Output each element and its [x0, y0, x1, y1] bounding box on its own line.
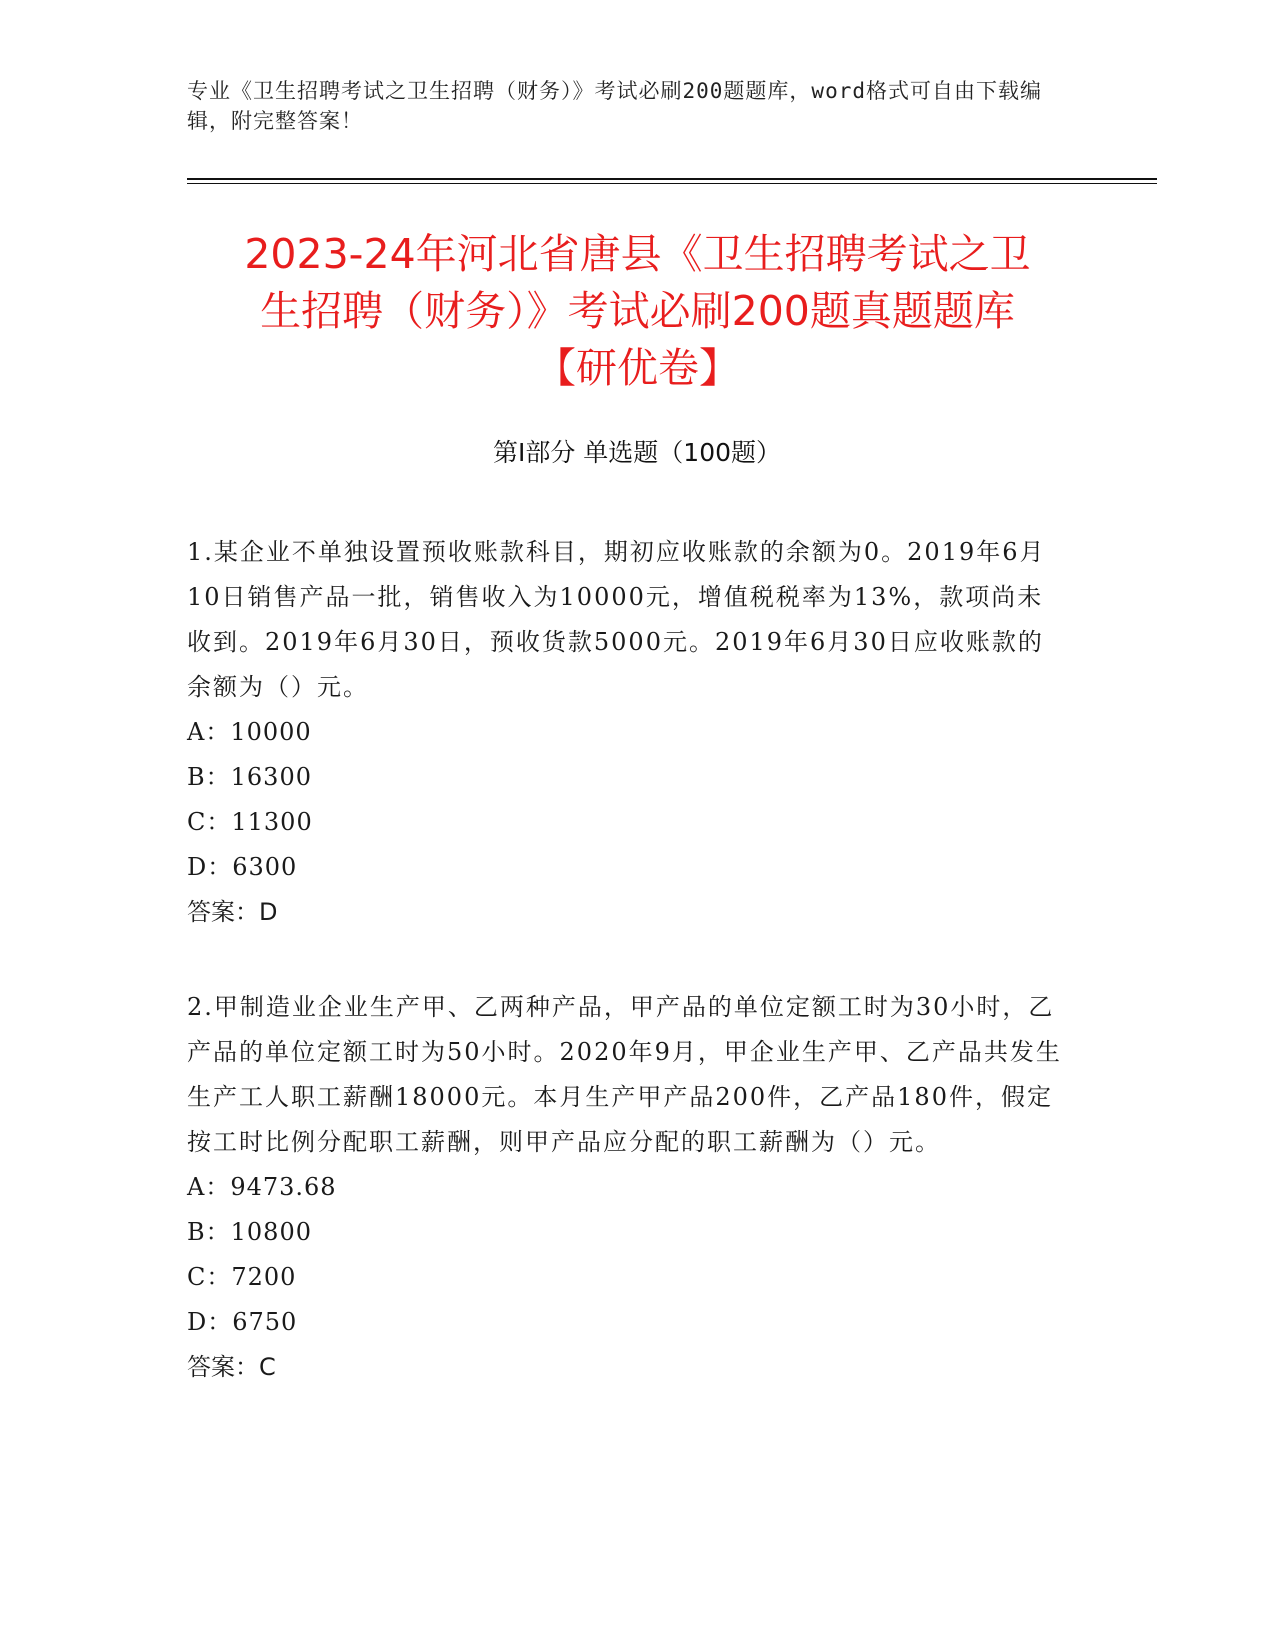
header-divider-thin — [187, 183, 1157, 184]
header-note: 专业《卫生招聘考试之卫生招聘（财务）》考试必刷200题题库，word格式可自由下载编辑，附完整答案！ — [187, 79, 1042, 133]
option-b: B：16300 — [187, 763, 312, 791]
title-line: 生招聘（财务）》考试必刷200题真题题库 — [260, 287, 1015, 335]
section-title: 第I部分 单选题（100题） — [492, 438, 782, 467]
title-line: 【研优卷】 — [535, 344, 740, 392]
answer-text: 答案：D — [187, 898, 278, 926]
option-d: D：6750 — [187, 1308, 298, 1336]
question-block — [187, 530, 1067, 935]
question-stem: 2.甲制造业企业生产甲、乙两种产品，甲产品的单位定额工时为30小时，乙产品的单位定额工时为50小时。2020年9月，甲企业生产甲、乙产品共发生生产工人职工薪酬18000元。本月生产甲产品200件，乙产品180件，假定按工时比例分配职工薪酬，则甲产品应分配的职工薪酬为（）元。 — [187, 993, 1062, 1156]
option-c: C：7200 — [187, 1263, 297, 1291]
option-c: C：11300 — [187, 808, 313, 836]
title-line: 2023-24年河北省唐县《卫生招聘考试之卫 — [244, 230, 1031, 278]
option-a: A：10000 — [187, 718, 312, 746]
document-title — [150, 226, 1125, 397]
option-d: D：6300 — [187, 853, 298, 881]
answer-text: 答案：C — [187, 1353, 276, 1381]
question-stem: 1.某企业不单独设置预收账款科目，期初应收账款的余额为0。2019年6月10日销售产品一批，销售收入为10000元，增值税税率为13%，款项尚未收到。2019年6月30日，预收货款5000元。2019年6月30日应收账款的余额为（）元。 — [187, 538, 1046, 701]
header-divider-thick — [187, 178, 1157, 180]
option-a: A：9473.68 — [187, 1173, 337, 1201]
question-block — [187, 985, 1067, 1390]
option-b: B：10800 — [187, 1218, 312, 1246]
